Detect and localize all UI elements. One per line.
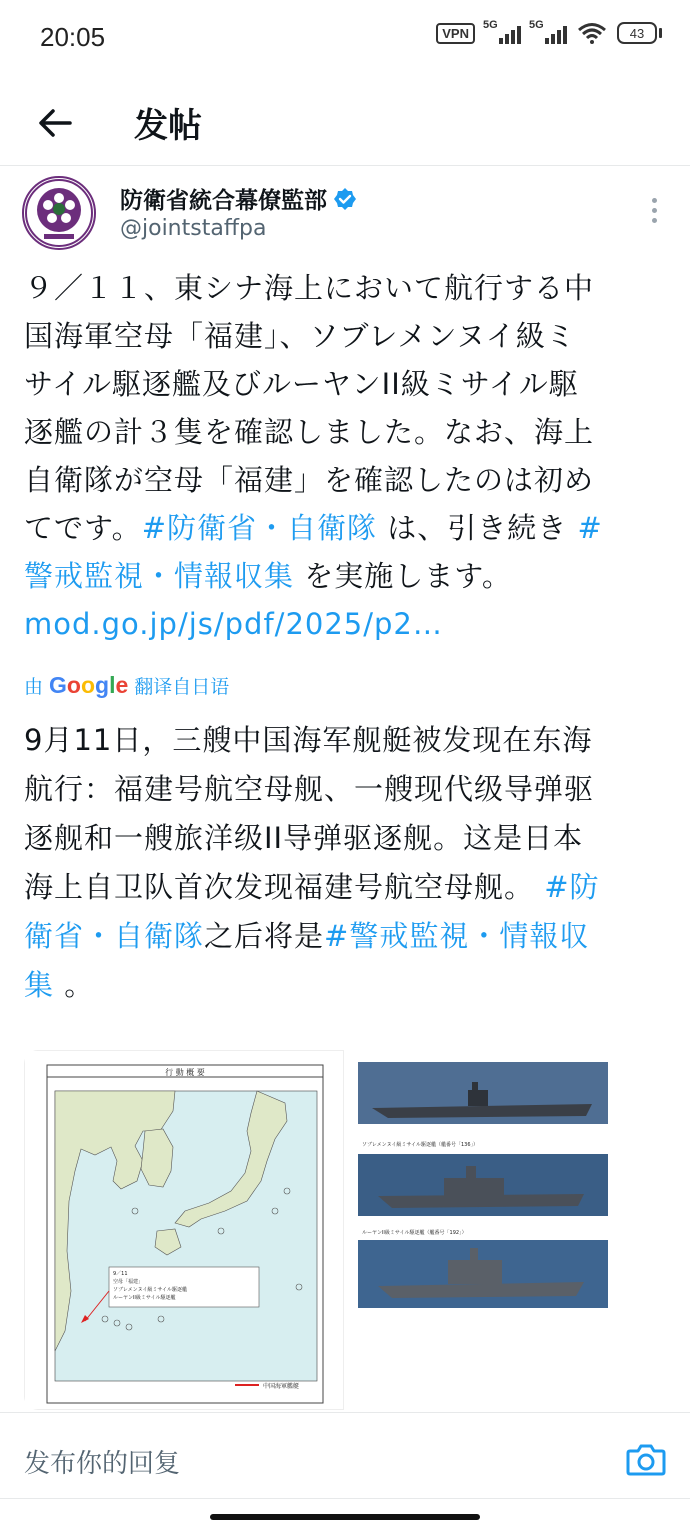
- translated-segment: 海上自卫队首次发现福建号航空母舰。: [24, 870, 535, 904]
- translated-segment: 之后将是: [204, 919, 325, 953]
- avatar[interactable]: [22, 176, 96, 250]
- reply-bar: [0, 1412, 690, 1508]
- battery-tip: [659, 28, 662, 38]
- reply-input[interactable]: 发布你的回复: [24, 1449, 181, 1479]
- home-indicator[interactable]: [210, 1514, 480, 1520]
- hashtag-link[interactable]: 警戒監視・情報収集: [24, 559, 295, 593]
- status-time: 20:05: [40, 22, 106, 52]
- display-name[interactable]: [120, 182, 357, 215]
- translated-text: [24, 716, 666, 1010]
- display-name-text: 防衛省統合幕僚監部: [120, 188, 327, 214]
- signal-icon: [483, 19, 521, 44]
- wifi-icon: [577, 22, 607, 44]
- signal-icon-2: [529, 19, 567, 44]
- tweet-line: 国海軍空母「福建」、ソブレメンヌイ級ミ: [24, 319, 576, 353]
- author-handle[interactable]: @jointstaffpa: [120, 216, 267, 241]
- hashtag-link[interactable]: 衛省・自衛隊: [24, 919, 205, 953]
- ship-photos[interactable]: [348, 1050, 668, 1410]
- status-bar: [0, 0, 690, 80]
- svg-text:ソブレメンヌイ級ミサイル駆逐艦: ソブレメンヌイ級ミサイル駆逐艦: [113, 1287, 188, 1293]
- tweet-line: ９／１１、東シナ海上において航行する中: [24, 271, 595, 305]
- svg-text:9／11: 9／11: [113, 1271, 128, 1277]
- tweet-line: [24, 552, 666, 600]
- dot: [652, 208, 657, 213]
- hashtag-link[interactable]: #警戒監視・情報収: [324, 919, 590, 953]
- translated-line: [24, 912, 666, 961]
- tweet-line: サイル駆逐艦及びルーヤンII級ミサイル駆: [24, 367, 579, 401]
- tweet-text-segment: てです。: [24, 511, 142, 545]
- translation-attribution[interactable]: [24, 672, 229, 699]
- vpn-icon: VPN: [436, 23, 475, 44]
- tweet-text-segment: を実施します。: [294, 559, 512, 593]
- svg-text:空母「福建」: 空母「福建」: [113, 1279, 144, 1285]
- tweet-media: [24, 1050, 668, 1410]
- camera-button[interactable]: [626, 1441, 666, 1477]
- hashtag-link[interactable]: 集: [24, 968, 55, 1002]
- google-logo: Google: [49, 672, 129, 698]
- battery-icon: 43: [617, 22, 657, 44]
- status-icons: [436, 19, 662, 44]
- photo-caption-3: ルーヤンII級ミサイル駆逐艦（艦番号「192」）: [362, 1230, 467, 1236]
- translated-segment: 。: [54, 968, 95, 1002]
- tweet-text-segment: は、引き続き: [377, 511, 578, 545]
- hashtag-link-prefix[interactable]: #: [577, 511, 603, 545]
- translated-line: 9月11日，三艘中国海军舰艇被发现在东海: [24, 723, 593, 757]
- map-title: 行 動 概 要: [165, 1068, 205, 1077]
- page-title: 发帖: [134, 106, 202, 146]
- tweet-text: [24, 264, 666, 648]
- dot: [652, 218, 657, 223]
- back-button[interactable]: [30, 98, 80, 148]
- tweet-line: [24, 504, 666, 552]
- map-legend: 中国海軍艦艇: [263, 1383, 300, 1390]
- tweet-author: [22, 176, 672, 248]
- signal-label: 5G: [483, 19, 498, 31]
- header: [0, 80, 690, 166]
- translated-line: 逐舰和一艘旅洋级II导弹驱逐舰。这是日本: [24, 821, 584, 855]
- hashtag-link[interactable]: #防衛省・自衛隊: [141, 511, 377, 545]
- translated-line: [24, 863, 666, 912]
- dot: [652, 198, 657, 203]
- map-image[interactable]: [24, 1050, 344, 1410]
- translate-suffix: 翻译自日语: [134, 676, 230, 698]
- hashtag-link[interactable]: #防: [544, 870, 600, 904]
- ship-photos-graphic: [348, 1050, 668, 1410]
- divider: [0, 1498, 690, 1499]
- tweet-line: 逐艦の計３隻を確認しました。なお、海上: [24, 415, 595, 449]
- map-graphic: [25, 1051, 345, 1410]
- external-link[interactable]: mod.go.jp/js/pdf/2025/p2…: [24, 607, 443, 641]
- verified-badge-icon: [333, 187, 357, 211]
- emblem-icon: [24, 178, 94, 248]
- signal-label-2: 5G: [529, 19, 544, 31]
- photo-caption-2: ソブレメンヌイ級ミサイル駆逐艦（艦番号「136」）: [362, 1142, 479, 1148]
- camera-icon: [626, 1441, 666, 1477]
- translated-line: [24, 961, 666, 1010]
- more-options-button[interactable]: [644, 190, 664, 230]
- translate-prefix: 由: [24, 676, 44, 698]
- tweet-line: 自衛隊が空母「福建」を確認したのは初め: [24, 463, 595, 497]
- translated-line: 航行：福建号航空母舰、一艘现代级导弹驱: [24, 772, 595, 806]
- back-arrow-icon: [38, 108, 72, 138]
- svg-text:ルーヤンII級ミサイル駆逐艦: ルーヤンII級ミサイル駆逐艦: [113, 1295, 176, 1301]
